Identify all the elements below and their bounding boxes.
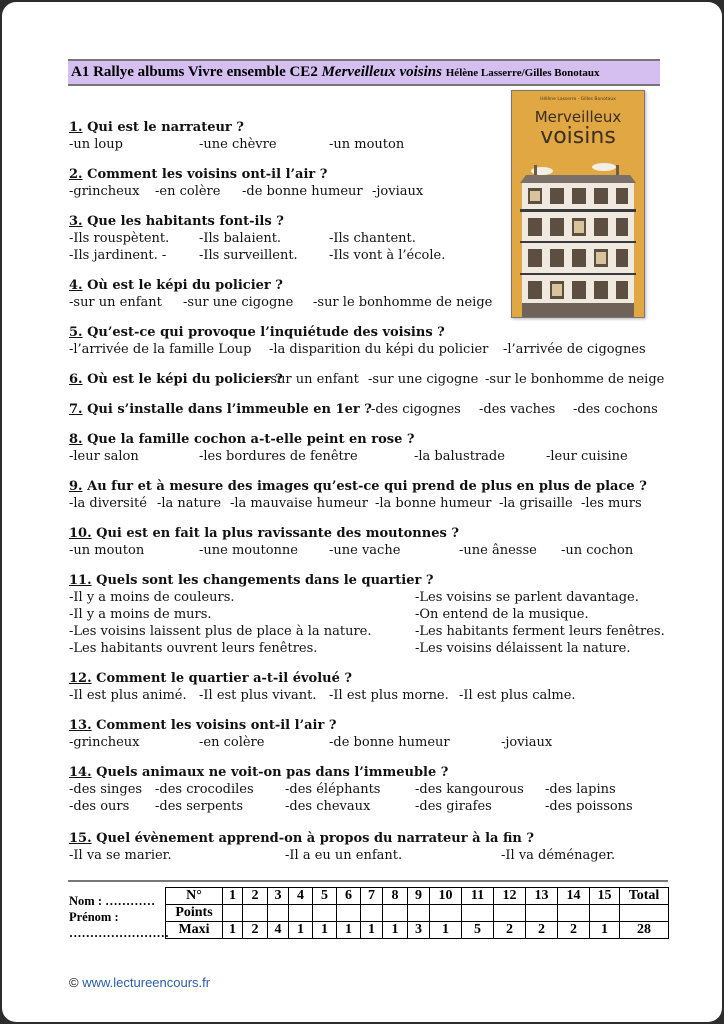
answer-option[interactable]: -On entend de la musique. xyxy=(415,607,589,622)
answer-option[interactable]: -des vaches xyxy=(479,402,556,417)
answer-option[interactable]: -en colère xyxy=(199,735,265,750)
answer-option[interactable]: -Ils rouspètent. xyxy=(69,231,170,246)
answer-option[interactable]: -la diversité xyxy=(69,496,147,511)
score-maxi-row-cell: 5 xyxy=(462,922,494,939)
footer xyxy=(69,975,210,990)
question-text: Quels animaux ne voit-on pas dans l’immeuble ? xyxy=(91,765,449,780)
score-points-row-label: Points xyxy=(166,905,223,922)
question-title xyxy=(69,717,669,734)
score-points-row-cell[interactable] xyxy=(526,905,558,922)
question-number: 11. xyxy=(69,573,92,588)
answer-option[interactable]: -des chevaux xyxy=(285,799,371,814)
score-separator-line xyxy=(68,880,668,882)
answer-option[interactable]: -Ils surveillent. xyxy=(199,248,298,263)
dots-line: …………………… xyxy=(69,926,169,940)
score-maxi-row-cell: 2 xyxy=(558,922,590,939)
answer-option[interactable]: -des poissons xyxy=(545,799,633,814)
answer-option[interactable]: -des singes xyxy=(69,782,143,797)
answer-option[interactable]: -l’arrivée de cigognes xyxy=(503,342,646,357)
score-maxi-row-cell: 1 xyxy=(590,922,620,939)
answer-option[interactable]: -des kangourous xyxy=(415,782,524,797)
score-points-row-cell[interactable] xyxy=(361,905,383,922)
score-header-row-cell: 9 xyxy=(408,888,430,905)
answer-option[interactable]: -sur le bonhomme de neige xyxy=(313,295,493,310)
score-header-row xyxy=(166,888,669,905)
question-text: Où est le képi du policier ? xyxy=(82,372,283,387)
answer-option[interactable]: -des éléphants xyxy=(285,782,381,797)
answer-option[interactable]: -des lapins xyxy=(545,782,616,797)
answer-option[interactable]: -l’arrivée de la famille Loup xyxy=(69,342,252,357)
answer-option[interactable]: -joviaux xyxy=(501,735,553,750)
answer-option[interactable]: -Les habitants ouvrent leurs fenêtres. xyxy=(69,641,318,656)
score-header-row-cell: 6 xyxy=(337,888,361,905)
answer-option[interactable]: -des ours xyxy=(69,799,130,814)
answer-option[interactable]: -sur un enfant xyxy=(69,295,162,310)
answer-row xyxy=(69,341,669,358)
question-title xyxy=(69,764,669,781)
answer-option[interactable]: -une vache xyxy=(329,543,401,558)
answer-row xyxy=(69,495,669,512)
answer-option[interactable]: -des cochons xyxy=(573,402,658,417)
question-text: Où est le képi du policier ? xyxy=(82,278,283,293)
score-points-row-cell[interactable] xyxy=(462,905,494,922)
answer-option[interactable]: -la balustrade xyxy=(414,449,505,464)
score-header-row-cell: 8 xyxy=(383,888,408,905)
question-13 xyxy=(69,717,669,751)
answer-row xyxy=(69,247,669,264)
question-number: 5. xyxy=(69,325,83,340)
question-number: 8. xyxy=(69,432,83,447)
name-label[interactable]: Nom : ………… xyxy=(69,894,156,908)
answer-option[interactable]: -des cigognes xyxy=(371,402,461,417)
score-header-row-cell: 4 xyxy=(289,888,313,905)
answer-option[interactable]: -Ils vont à l’école. xyxy=(329,248,446,263)
question-7 xyxy=(69,401,669,418)
answer-option[interactable]: -Les voisins délaissent la nature. xyxy=(415,641,631,656)
student-identity xyxy=(69,893,169,941)
question-number: 1. xyxy=(69,120,83,135)
answer-option[interactable]: -sur le bonhomme de neige xyxy=(485,372,665,387)
score-header-row-cell: 11 xyxy=(462,888,494,905)
score-header-row-cell: 7 xyxy=(361,888,383,905)
question-6 xyxy=(69,371,669,388)
score-points-row-cell[interactable] xyxy=(289,905,313,922)
answer-row xyxy=(69,294,669,311)
question-text: Qui s’installe dans l’immeuble en 1er ? xyxy=(82,402,372,417)
answer-option[interactable]: -des serpents xyxy=(155,799,244,814)
answer-option[interactable]: -leur cuisine xyxy=(546,449,628,464)
answer-option[interactable]: -la mauvaise humeur xyxy=(230,496,368,511)
answer-option[interactable]: -la disparition du képi du policier xyxy=(269,342,489,357)
question-title xyxy=(69,213,669,230)
question-title xyxy=(69,371,669,388)
question-12 xyxy=(69,670,669,704)
score-maxi-row-cell: 1 xyxy=(289,922,313,939)
website-link[interactable]: www.lectureencours.fr xyxy=(82,975,211,990)
answer-option[interactable]: -un mouton xyxy=(69,543,145,558)
answer-option[interactable]: -leur salon xyxy=(69,449,139,464)
answer-option[interactable]: -sur un enfant xyxy=(266,372,359,387)
answer-row xyxy=(69,623,669,640)
question-number: 14. xyxy=(69,765,92,780)
question-number: 4. xyxy=(69,278,83,293)
answer-option[interactable]: -un cochon xyxy=(561,543,634,558)
score-maxi-row-cell: 4 xyxy=(268,922,289,939)
answer-option[interactable]: -de bonne humeur xyxy=(329,735,450,750)
answer-row xyxy=(69,734,669,751)
answer-row xyxy=(69,606,669,623)
answer-row xyxy=(69,781,669,798)
score-points-row-total[interactable] xyxy=(620,905,669,922)
question-1 xyxy=(69,119,669,153)
answer-option[interactable]: -des girafes xyxy=(415,799,492,814)
question-number: 9. xyxy=(69,479,83,494)
answer-option[interactable]: -Les voisins laissent plus de place à la nature. xyxy=(69,624,372,639)
copyright-symbol: © xyxy=(69,975,79,990)
score-points-row-cell[interactable] xyxy=(383,905,408,922)
score-header-row-cell: 10 xyxy=(430,888,462,905)
score-points-row-cell[interactable] xyxy=(243,905,268,922)
score-points-row-cell[interactable] xyxy=(223,905,243,922)
question-title xyxy=(69,572,669,589)
answer-option[interactable]: -Il a eu un enfant. xyxy=(285,848,403,863)
answer-option[interactable]: -les bordures de fenêtre xyxy=(199,449,358,464)
score-header-row-cell: 15 xyxy=(590,888,620,905)
answer-option[interactable]: -Ils chantent. xyxy=(329,231,416,246)
question-number: 2. xyxy=(69,167,83,182)
score-maxi-row-cell: 2 xyxy=(526,922,558,939)
score-points-row-cell[interactable] xyxy=(268,905,289,922)
answer-option[interactable]: -une moutonne xyxy=(199,543,298,558)
score-header-row-cell: 14 xyxy=(558,888,590,905)
question-text: Comment le quartier a-t-il évolué ? xyxy=(91,671,352,686)
answer-row xyxy=(69,183,669,200)
cover-title-line2: voisins xyxy=(540,124,616,149)
question-number: 15. xyxy=(69,831,92,846)
question-text: Comment les voisins ont-il l’air ? xyxy=(82,167,328,182)
answer-row xyxy=(69,589,669,606)
score-header-row-cell: 13 xyxy=(526,888,558,905)
answer-option[interactable]: -la bonne humeur xyxy=(375,496,492,511)
question-title xyxy=(69,830,669,847)
question-text: Comment les voisins ont-il l’air ? xyxy=(91,718,337,733)
question-title xyxy=(69,277,669,294)
header-authors: Hélène Lasserre/Gilles Bonotaux xyxy=(445,67,600,79)
answer-option[interactable]: -Ils balaient. xyxy=(199,231,282,246)
answer-option[interactable]: -la grisaille xyxy=(499,496,573,511)
question-number: 7. xyxy=(69,402,83,417)
answer-option[interactable]: -sur une cigogne xyxy=(183,295,294,310)
question-11 xyxy=(69,572,669,657)
question-text: Quels sont les changements dans le quartier ? xyxy=(91,573,434,588)
score-header-row-label: N° xyxy=(166,888,223,905)
question-10 xyxy=(69,525,669,559)
header-title: Rallye albums Vivre ensemble CE2 xyxy=(93,64,318,80)
answer-row xyxy=(69,230,669,247)
answer-option[interactable]: -Il est plus animé. xyxy=(69,688,187,703)
answer-option[interactable]: -Il est plus morne. xyxy=(329,688,449,703)
score-points-row-cell[interactable] xyxy=(558,905,590,922)
score-header-row-cell: 12 xyxy=(494,888,526,905)
score-maxi-row-cell: 2 xyxy=(494,922,526,939)
answer-option[interactable]: -de bonne humeur xyxy=(242,184,363,199)
answer-option[interactable]: -grincheux xyxy=(69,184,140,199)
answer-option[interactable]: -grincheux xyxy=(69,735,140,750)
answer-row xyxy=(69,542,669,559)
question-title xyxy=(69,670,669,687)
question-14 xyxy=(69,764,669,815)
answer-option[interactable]: -Il va déménager. xyxy=(501,848,616,863)
answer-row xyxy=(69,847,669,864)
firstname-label[interactable]: Prénom : xyxy=(69,910,119,924)
question-15 xyxy=(69,830,669,864)
question-text: Qui est en fait la plus ravissante des moutonnes ? xyxy=(91,526,459,541)
answer-option[interactable]: -sur une cigogne xyxy=(368,372,479,387)
score-maxi-row-cell: 1 xyxy=(337,922,361,939)
question-title xyxy=(69,525,669,542)
question-title xyxy=(69,401,669,418)
score-points-row-cell[interactable] xyxy=(337,905,361,922)
answer-option[interactable]: -les murs xyxy=(581,496,642,511)
question-number: 6. xyxy=(69,372,83,387)
question-text: Qui est le narrateur ? xyxy=(82,120,244,135)
question-number: 10. xyxy=(69,526,92,541)
question-number: 3. xyxy=(69,214,83,229)
worksheet-page xyxy=(2,2,722,1022)
question-8 xyxy=(69,431,669,465)
score-points-row-cell[interactable] xyxy=(313,905,337,922)
answer-option[interactable]: -Il y a moins de couleurs. xyxy=(69,590,235,605)
question-text: Qu’est-ce qui provoque l’inquiétude des voisins ? xyxy=(82,325,445,340)
score-points-row-cell[interactable] xyxy=(430,905,462,922)
question-5 xyxy=(69,324,669,358)
answer-option[interactable]: -Il y a moins de murs. xyxy=(69,607,212,622)
score-maxi-row-label: Maxi xyxy=(166,922,223,939)
score-header-row-total: Total xyxy=(620,888,669,905)
answer-row xyxy=(69,687,669,704)
question-title xyxy=(69,119,669,136)
answer-row xyxy=(69,448,669,465)
answer-option[interactable]: -Ils jardinent. - xyxy=(69,248,167,263)
score-maxi-row-cell: 1 xyxy=(383,922,408,939)
question-title xyxy=(69,324,669,341)
question-title xyxy=(69,431,669,448)
answer-option[interactable]: -joviaux xyxy=(372,184,424,199)
question-2 xyxy=(69,166,669,200)
question-number: 12. xyxy=(69,671,92,686)
answer-option[interactable]: -Il est plus calme. xyxy=(459,688,576,703)
question-title xyxy=(69,478,669,495)
score-maxi-row-cell: 1 xyxy=(313,922,337,939)
score-table xyxy=(165,887,669,939)
answer-option[interactable]: -en colère xyxy=(155,184,221,199)
question-text: Que les habitants font-ils ? xyxy=(82,214,284,229)
answer-option[interactable]: -une ânesse xyxy=(459,543,537,558)
header-book-title: Merveilleux voisins xyxy=(321,64,442,80)
answer-row xyxy=(69,640,669,657)
answer-option[interactable]: -Les voisins se parlent davantage. xyxy=(415,590,639,605)
answer-option[interactable]: -Il va se marier. xyxy=(69,848,172,863)
question-3 xyxy=(69,213,669,264)
score-points-row xyxy=(166,905,669,922)
question-text: Que la famille cochon a-t-elle peint en rose ? xyxy=(82,432,415,447)
score-maxi-row xyxy=(166,922,669,939)
score-points-row-cell[interactable] xyxy=(590,905,620,922)
header-code: A1 xyxy=(71,64,90,80)
cover-title-line1: Merveilleux xyxy=(534,108,622,126)
question-9 xyxy=(69,478,669,512)
question-4 xyxy=(69,277,669,311)
answer-option[interactable]: -la nature xyxy=(157,496,222,511)
score-maxi-row-cell: 2 xyxy=(243,922,268,939)
answer-option[interactable]: -une chèvre xyxy=(199,137,277,152)
question-text: Quel évènement apprend-on à propos du narrateur à la fin ? xyxy=(91,831,535,846)
question-number: 13. xyxy=(69,718,92,733)
question-text: Au fur et à mesure des images qu’est-ce qui prend de plus en plus de place ? xyxy=(82,479,647,494)
score-header-row-cell: 5 xyxy=(313,888,337,905)
worksheet-header xyxy=(68,59,660,86)
score-maxi-row-cell: 1 xyxy=(361,922,383,939)
question-title xyxy=(69,166,669,183)
score-header-row-cell: 1 xyxy=(223,888,243,905)
score-header-row-cell: 2 xyxy=(243,888,268,905)
score-header-row-cell: 3 xyxy=(268,888,289,905)
score-maxi-row-cell: 1 xyxy=(430,922,462,939)
cover-author-line: Hélène Lasserre · Gilles Bonotaux xyxy=(540,97,616,102)
score-points-row-cell[interactable] xyxy=(494,905,526,922)
answer-option[interactable]: -Il est plus vivant. xyxy=(199,688,317,703)
answer-option[interactable]: -Les habitants ferment leurs fenêtres. xyxy=(415,624,665,639)
answer-row xyxy=(69,798,669,815)
answer-row xyxy=(69,136,669,153)
score-maxi-row-cell: 3 xyxy=(408,922,430,939)
score-maxi-row-cell: 1 xyxy=(223,922,243,939)
answer-option[interactable]: -un mouton xyxy=(329,137,405,152)
answer-option[interactable]: -des crocodiles xyxy=(155,782,254,797)
answer-option[interactable]: -un loup xyxy=(69,137,123,152)
score-points-row-cell[interactable] xyxy=(408,905,430,922)
score-maxi-row-total: 28 xyxy=(620,922,669,939)
